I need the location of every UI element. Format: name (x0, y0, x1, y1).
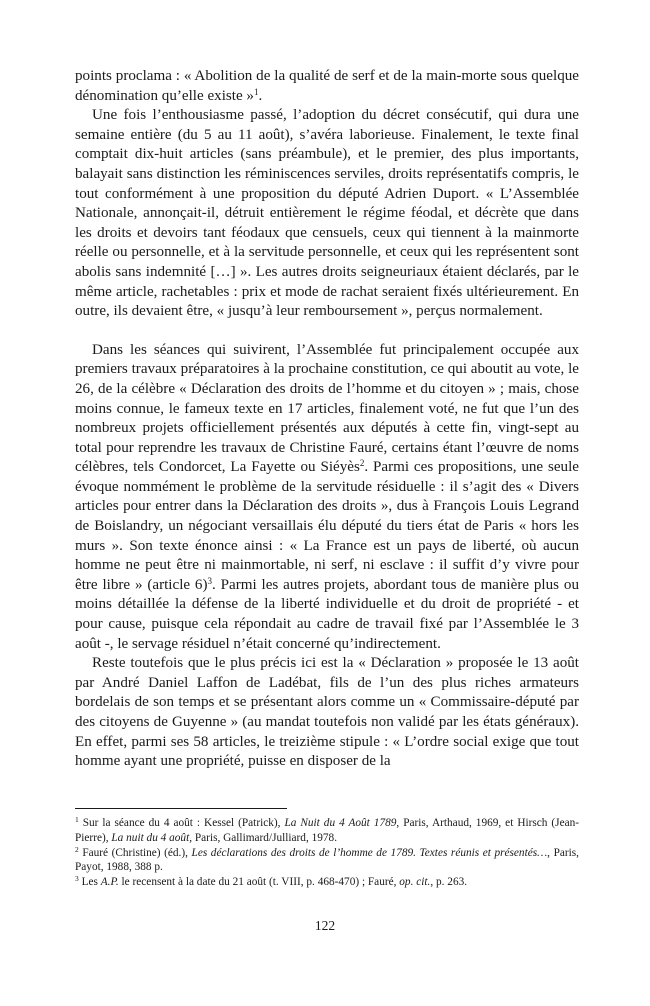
paragraph-4: Reste toutefois que le plus précis ici est la « Déclaration » proposée le 13 août par André Daniel Laffon de Ladébat, fils de l’un des plus riches armateurs bordelais de son temps et se présentant alors comme un « Commissaire-député par des citoyens de Guyenne » (au mandat toutefois non validé par les états généraux). En effet, parmi ses 58 articles, le treizième stipule : « L’ordre social exige que tout homme ayant une propriété, puisse en disposer de la (75, 655, 579, 770)
body-text (75, 67, 579, 772)
footnote-1: $^1$ Sur la séance du 4 août : Kessel (Patrick), La Nuit du 4 Août 1789, Paris, Arthaud, 1969, et Hirsch (Jean-Pierre), La nuit du 4 août, Paris, Gallimard/Julliard, 1978. (75, 815, 580, 844)
footnote-ref-2[interactable]: 2 (359, 458, 365, 469)
page-number: 122 (314, 918, 336, 933)
paragraph-1: points proclama : « Abolition de la qualité de serf et de la main-morte sous quelque dénomination qu’elle existe »$^1$. (75, 68, 579, 104)
footnotes (75, 816, 579, 890)
footnote-ref-3[interactable]: 3 (207, 575, 212, 586)
footnote-ref-1[interactable]: 1 (253, 86, 259, 97)
footnote-separator (75, 808, 287, 809)
footnote-3: $^3$ Les A.P. le recensent à la date du 21 août (t. VIII, p. 468-470) ; Fauré, op. cit., p. 263. (75, 874, 468, 889)
paragraph-3: Dans les séances qui suivirent, l’Assemblée fut principalement occupée aux premiers travaux préparatoires à la prochaine constitution, ce qui aboutit au vote, le 26, de la célèbre « Déclaration des droits de l’homme et du citoyen » ; mais, chose moins connue, le fameux texte en 17 articles, finalement voté, ne fut que l’un des nombreux projets officiellement présentés aux députés à cette fin, vingt-sept au total pour reprendre les travaux de Christine Fauré, certains étant l’œuvre de noms célèbres, tels Condorcet, La Fayette ou Siéyès$^2$. Parmi ces propositions, une seule évoque nommément le problème de la servitude résiduelle : il s’agit des « Divers articles pour entrer dans la Déclaration des droits », dus à François Louis Legrand de Boislandry, un négociant versaillais élu député du tiers état de Paris « hors les murs ». Son texte énonce ainsi : « La France est un pays de liberté, où aucun homme ne peut être ni mainmortable, ni serf, ni esclave : il suffit d’y vivre pour être libre » (article 6)$^3$. Parmi les autres projets, abordant tous de manière plus ou moins détaillée la défense de la liberté individuelle et du droit de propriété - et pour cause, puisque cela répondait au cadre de travail fixé par l’Assemblée le 3 août -, le servage résiduel n’était concerné qu’indirectement. (75, 341, 579, 652)
footnote-2: $^2$ Fauré (Christine) (éd.), Les déclarations des droits de l’homme de 1789. Textes réunis et présentés…, Paris, Payot, 1988, 388 p. (75, 844, 579, 874)
paragraph-2: Une fois l’enthousiasme passé, l’adoption du décret consécutif, qui dura une semaine entière (du 5 au 11 août), s’avéra laborieuse. Finalement, le texte final comptait dix-huit articles (sans préambule), et le premier, des plus importants, balayait sans distinction les réminiscences serviles, droits représentatifs compris, le tout conformément à une proposition du député Adrien Duport. « L’Assemblée Nationale, annonçait-il, détruit entièrement le régime féodal, et décrète que dans les droits et devoirs tant féodaux que censuels, ceux qui tiennent à la mainmorte réelle ou personnelle, et à la servitude personnelle, et ceux qui les représentent sont abolis sans indemnité […] ». Les autres droits seigneuriaux étaient déclarés, par le même article, rachetables : prix et mode de rachat seraient fixés ultérieurement. En outre, ils devaient être, « jusqu’à leur remboursement », perçus normalement. (75, 107, 579, 320)
